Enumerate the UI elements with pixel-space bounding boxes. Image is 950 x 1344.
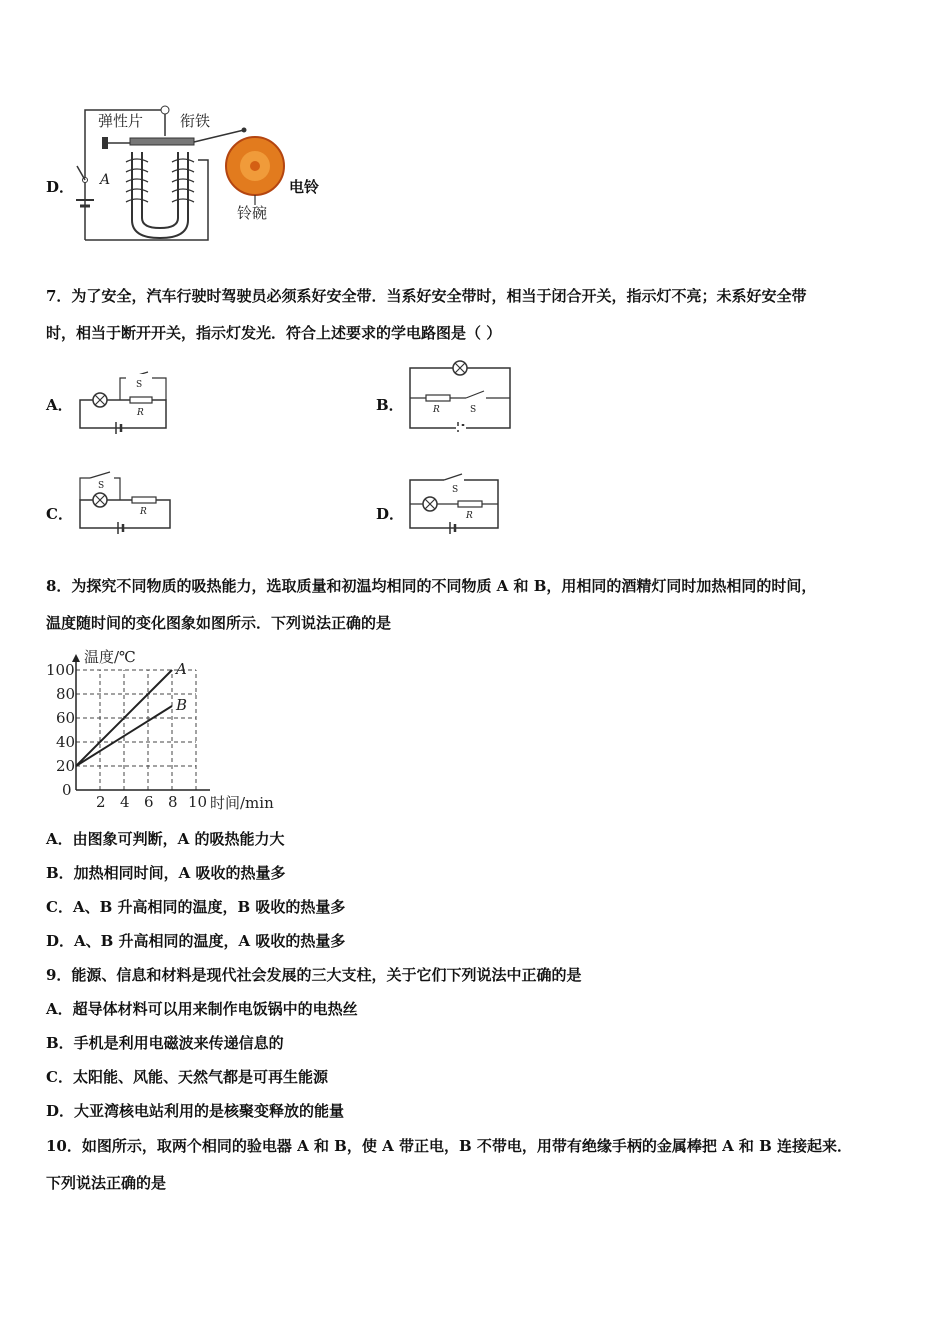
resistor-label: R bbox=[466, 511, 473, 521]
q7-circuit-d bbox=[406, 470, 506, 534]
q7-circuit-a bbox=[76, 370, 176, 436]
y-tick-label: 60 bbox=[56, 709, 76, 727]
x-tick-label: 2 bbox=[96, 793, 106, 811]
q8-option-d[interactable]: D．A、B 升高相同的温度，A 吸收的热量多 bbox=[46, 932, 346, 950]
resistor-label: R bbox=[140, 507, 147, 517]
switch-label: S bbox=[470, 405, 477, 415]
q9-text: 9．能源、信息和材料是现代社会发展的三大支柱，关于它们下列说法中正确的是 bbox=[46, 966, 582, 984]
armature-label: 衔铁 bbox=[180, 112, 211, 130]
q8-text-line2: 温度随时间的变化图象如图所示．下列说法正确的是 bbox=[46, 614, 392, 632]
q8-option-b[interactable]: B．加热相同时间，A 吸收的热量多 bbox=[46, 864, 286, 882]
q7-text-line1: 7．为了安全，汽车行驶时驾驶员必须系好安全带．当系好安全带时，相当于闭合开关，指示灯不亮；未系好安全带 bbox=[46, 287, 807, 305]
y-tick-label: 20 bbox=[56, 757, 76, 775]
q7-circuit-c bbox=[76, 468, 176, 534]
q7-option-c[interactable]: C． bbox=[46, 505, 73, 523]
q7-circuit-b bbox=[406, 360, 516, 432]
switch-label: S bbox=[136, 380, 143, 390]
q9-option-b[interactable]: B．手机是利用电磁波来传递信息的 bbox=[46, 1034, 284, 1052]
q7-option-d[interactable]: D． bbox=[376, 505, 405, 523]
q7-option-b[interactable]: B． bbox=[376, 396, 404, 414]
q10-text-line1: 10．如图所示，取两个相同的验电器 A 和 B，使 A 带正电，B 不带电，用带有绝缘手柄的金属棒把 A 和 B 连接起来． bbox=[46, 1137, 853, 1155]
q8-option-c[interactable]: C．A、B 升高相同的温度，B 吸收的热量多 bbox=[46, 898, 346, 916]
x-tick-label: 4 bbox=[120, 793, 130, 811]
series-label-b: B bbox=[176, 696, 188, 714]
resistor-label: R bbox=[137, 408, 144, 418]
q8-temperature-chart bbox=[40, 642, 290, 814]
q6-electric-bell-figure bbox=[60, 100, 350, 248]
y-tick-label: 100 bbox=[46, 661, 75, 679]
q8-text-line1: 8．为探究不同物质的吸热能力，选取质量和初温均相同的不同物质 A 和 B，用相同的酒精灯同时加热相同的时间， bbox=[46, 577, 817, 595]
y-tick-label: 80 bbox=[56, 685, 76, 703]
spring-label: 弹性片 bbox=[98, 112, 144, 130]
resistor-label: R bbox=[433, 405, 440, 415]
switch-label: S bbox=[98, 481, 105, 491]
switch-label: S bbox=[452, 485, 459, 495]
q10-text-line2: 下列说法正确的是 bbox=[46, 1174, 167, 1192]
x-tick-label: 10 bbox=[188, 793, 208, 811]
x-tick-label: 8 bbox=[168, 793, 178, 811]
series-label-a: A bbox=[176, 660, 187, 678]
bowl-label: 铃碗 bbox=[237, 204, 268, 222]
q7-option-a[interactable]: A． bbox=[46, 396, 73, 414]
q8-option-a[interactable]: A．由图象可判断，A 的吸热能力大 bbox=[46, 830, 285, 848]
series-line-b bbox=[76, 706, 172, 766]
q7-text-line2: 时，相当于断开开关，指示灯发光．符合上述要求的学电路图是（ ） bbox=[46, 324, 502, 342]
q9-option-c[interactable]: C．太阳能、风能、天然气都是可再生能源 bbox=[46, 1068, 328, 1086]
point-a-label: A bbox=[100, 172, 111, 188]
q6-option-d-label[interactable]: D． bbox=[46, 178, 75, 196]
q9-option-a[interactable]: A．超导体材料可以用来制作电饭锅中的电热丝 bbox=[46, 1000, 358, 1018]
x-axis-label: 时间/min bbox=[210, 794, 274, 812]
q9-option-d[interactable]: D．大亚湾核电站利用的是核聚变释放的能量 bbox=[46, 1102, 345, 1120]
y-axis-label: 温度/℃ bbox=[84, 648, 136, 666]
y-tick-label: 40 bbox=[56, 733, 76, 751]
x-tick-label: 6 bbox=[144, 793, 154, 811]
y-tick-label: 0 bbox=[62, 781, 72, 799]
bell-label: 电铃 bbox=[289, 178, 320, 196]
